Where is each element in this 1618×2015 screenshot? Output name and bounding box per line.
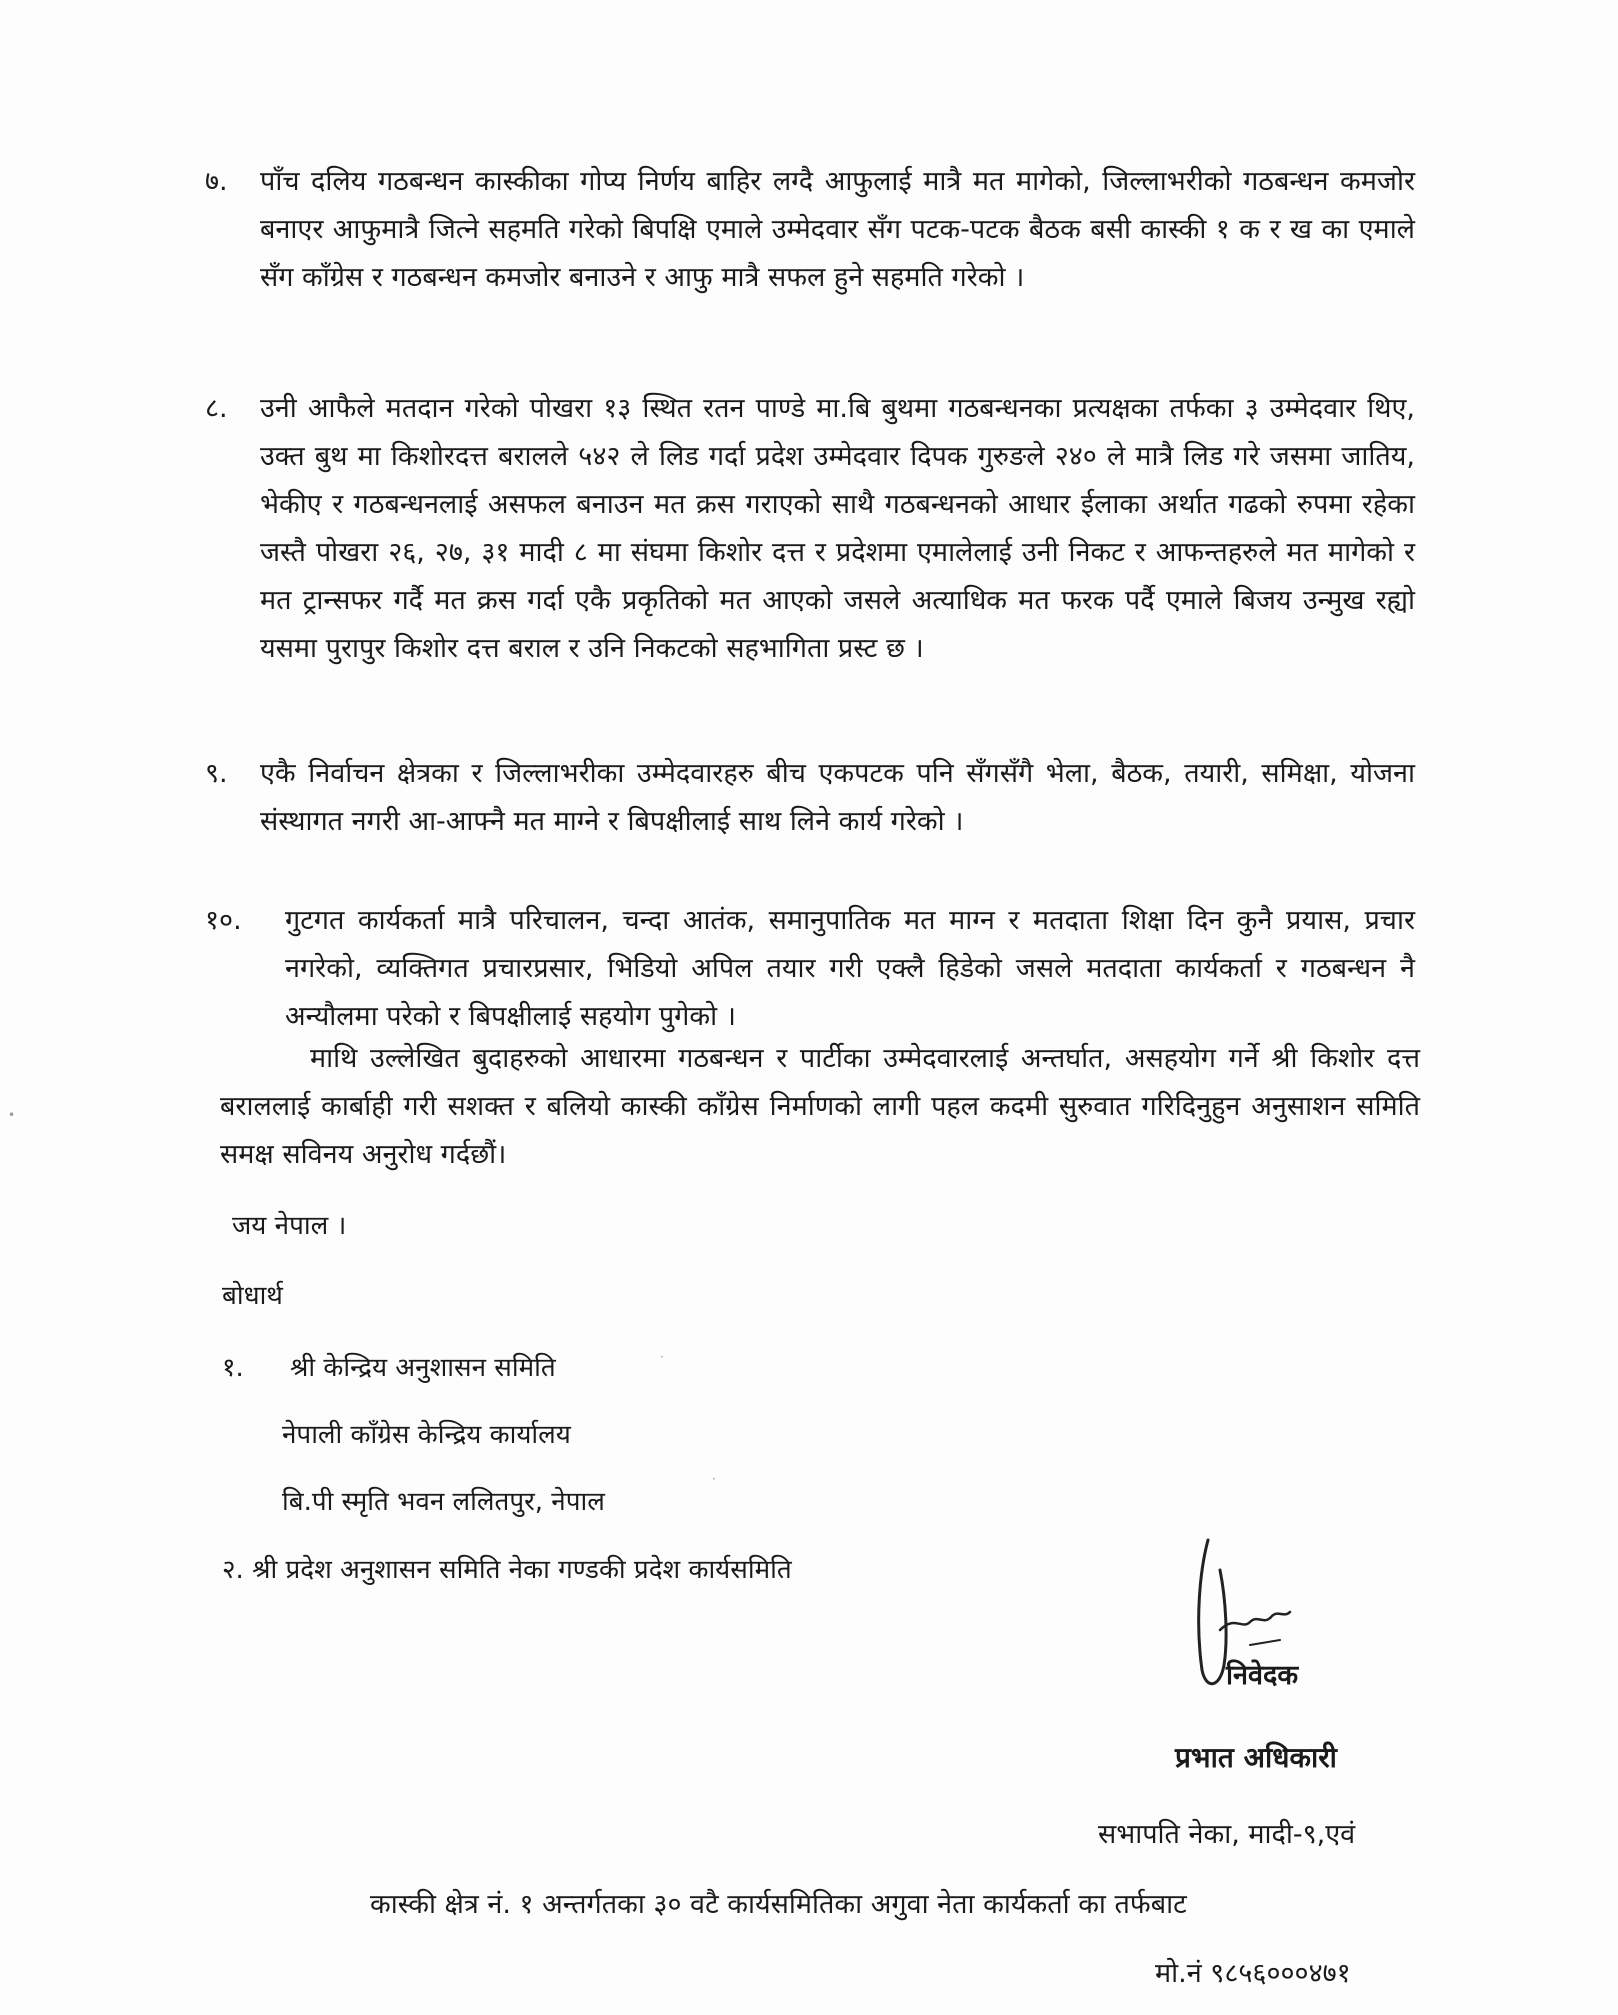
cc-entry-line: श्री केन्द्रिय अनुशासन समिति <box>290 1353 556 1383</box>
cc-heading: बोधार्थ <box>222 1281 283 1311</box>
point-10 <box>205 897 1415 1041</box>
point-text: पाँच दलिय गठबन्धन कास्कीका गोप्य निर्णय बाहिर लग्दै आफुलाई मात्रै मत मागेको, जिल्लाभरीको गठबन्धन कमजोर बनाएर आफुमात्रै जित्ने सहमति गरेको बिपक्षि एमाले उम्मेदवार सँग पटक-पटक बैठक बसी कास्की १ क र ख का एमाले सँग काँग्रेस र गठबन्धन कमजोर बनाउने र आफु मात्रै सफल हुने सहमति गरेको । <box>260 166 1415 293</box>
cc-entry-2 <box>222 1550 792 1586</box>
signatory-phone: मो.नं ९८५६०००४७१ <box>1155 1958 1351 1989</box>
point-text: एकै निर्वाचन क्षेत्रका र जिल्लाभरीका उम्मेदवारहरु बीच एकपटक पनि सँगसँगै भेला, बैठक, तयारी, समिक्षा, योजना संस्थागत नगरी आ-आफ्नै मत माग्ने र बिपक्षीलाई साथ लिने कार्य गरेको । <box>260 758 1415 837</box>
cc-entry-number: १. <box>222 1353 244 1383</box>
salutation: जय नेपाल । <box>232 1211 347 1241</box>
signatory-role: सभापति नेका, मादी-९,एवं <box>1098 1819 1356 1850</box>
scan-speck: • <box>8 1108 16 1122</box>
cc-entry-line: बि.पी स्मृति भवन ललितपुर, नेपाल <box>282 1487 605 1517</box>
scan-speck: · <box>712 1472 716 1486</box>
cc-entry-number: २. <box>222 1555 244 1585</box>
point-number: १०. <box>205 905 242 936</box>
point-7 <box>205 158 1415 302</box>
cc-entry-line: नेपाली काँग्रेस केन्द्रिय कार्यालय <box>282 1420 571 1450</box>
signatory-name: प्रभात अधिकारी <box>1175 1741 1337 1774</box>
point-9 <box>205 750 1415 846</box>
point-8 <box>205 385 1415 673</box>
point-number: ७. <box>205 166 228 197</box>
signatory-label: निवेदक <box>1226 1660 1299 1691</box>
cc-entry-line: श्री प्रदेश अनुशासन समिति नेका गण्डकी प्रदेश कार्यसमिति <box>252 1555 792 1585</box>
point-number: ९. <box>205 758 228 789</box>
point-number: ८. <box>205 393 228 424</box>
closing-paragraph: माथि उल्लेखित बुदाहरुको आधारमा गठबन्धन र पार्टीका उम्मेदवारलाई अन्तर्घात, असहयोग गर्ने श्री किशोर दत्त बराललाई कार्बाही गरी सशक्त र बलियो कास्की काँग्रेस निर्माणको लागी पहल कदमी सुरुवात गरिदिनुहुन अनुसाशन समिति समक्ष सविनय अनुरोध गर्दछौं। <box>220 1043 1420 1170</box>
signatory-organization: कास्की क्षेत्र नं. १ अन्तर्गतका ३० वटै कार्यसमितिका अगुवा नेता कार्यकर्ता का तर्फबाट <box>370 1889 1187 1920</box>
scan-speck: · <box>660 1350 664 1364</box>
point-text: उनी आफैले मतदान गरेको पोखरा १३ स्थित रतन पाण्डे मा.बि बुथमा गठबन्धनका प्रत्यक्षका तर्फका ३ उम्मेदवार थिए, उक्त बुथ मा किशोरदत्त बरालले ५४२ ले लिड गर्दा प्रदेश उम्मेदवार दिपक गुरुङले २४० ले मात्रै लिड गरे जसमा जातिय, भेकीए र गठबन्धनलाई असफल बनाउन मत क्रस गराएको साथै गठबन्धनको आधार ईलाका अर्थात गढको रुपमा रहेका जस्तै पोखरा २६, २७, ३१ मादी ८ मा संघमा किशोर दत्त र प्रदेशमा एमालेलाई उनी निकट र आफन्तहरुले मत मागेको र मत ट्रान्सफर गर्दै मत क्रस गर्दा एकै प्रकृतिको मत आएको जसले अत्याधिक मत फरक पर्दै एमाले बिजय उन्मुख रह्यो यसमा पुरापुर किशोर दत्त बराल र उनि निकटको सहभागिता प्रस्ट छ । <box>260 393 1415 664</box>
point-text: गुटगत कार्यकर्ता मात्रै परिचालन, चन्दा आतंक, समानुपातिक मत माग्न र मतदाता शिक्षा दिन कुनै प्रयास, प्रचार नगरेको, व्यक्तिगत प्रचारप्रसार, भिडियो अपिल तयार गरी एक्लै हिडेको जसले मतदाता कार्यकर्ता र गठबन्धन नै अन्यौलमा परेको र बिपक्षीलाई सहयोग पुगेको । <box>285 905 1415 1032</box>
